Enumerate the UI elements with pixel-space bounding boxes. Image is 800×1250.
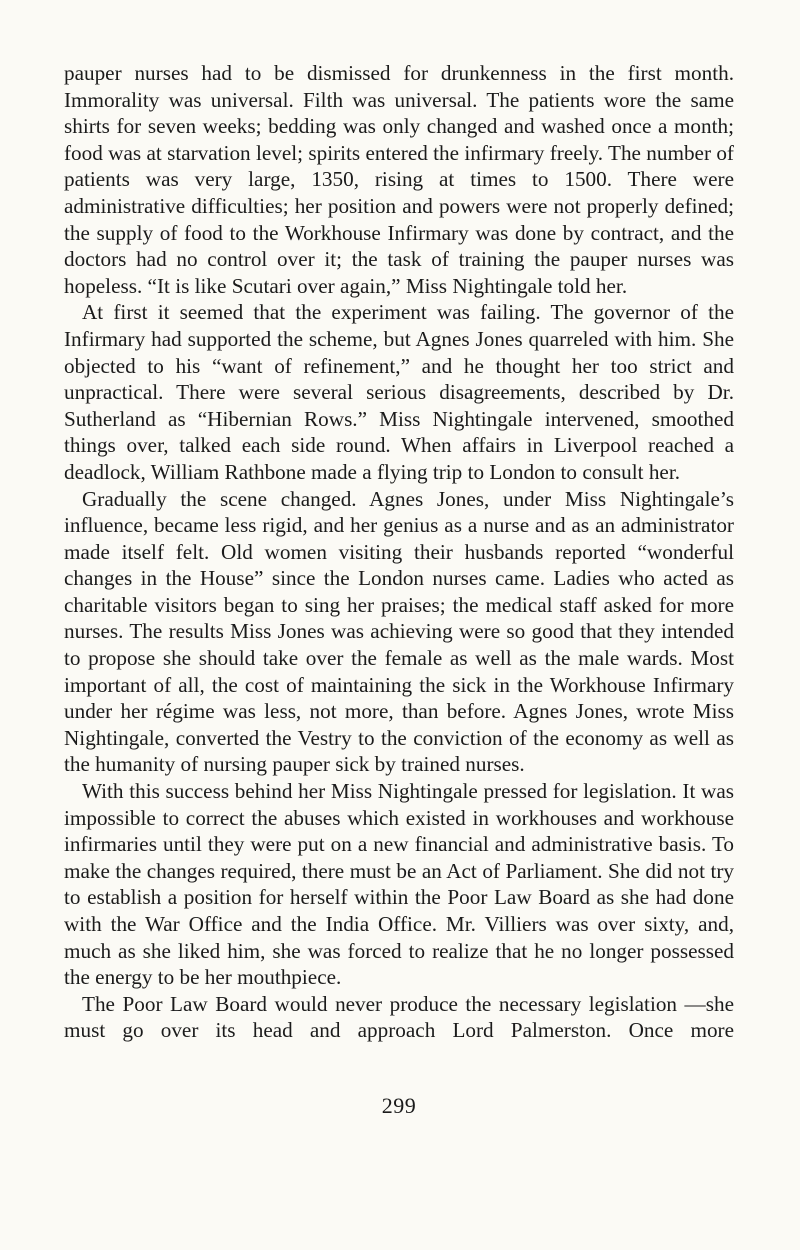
paragraph-3: Gradually the scene changed. Agnes Jones, under Miss Nightingale’s influence, became less rigid, and her genius as a nurse and as an administrator made itself felt. Old women visiting their husbands reported “wonderful changes in the House” since the London nurses came. Ladies who acted as charitable visitors began to sing her praises; the medical staff asked for more nurses. The results Miss Jones was achieving were so good that they intended to propose she should take over the female as well as the male wards. Most important of all, the cost of maintaining the sick in the Workhouse Infirmary under her régime was less, not more, than before. Agnes Jones, wrote Miss Nightingale, converted the Vestry to the conviction of the economy as well as the humanity of nursing pauper sick by trained nurses. — [64, 486, 734, 777]
paragraph-1: pauper nurses had to be dismissed for drunkenness in the first month. Immorality was universal. Filth was universal. The patients wore the same shirts for seven weeks; bedding was only changed and washed once a month; food was at starvation level; spirits entered the infirmary freely. The number of patients was very large, 1350, rising at times to 1500. There were administrative difficulties; her position and powers were not properly defined; the supply of food to the Workhouse Infirmary was done by contract, and the doctors had no control over it; the task of training the pauper nurses was hopeless. “It is like Scutari over again,” Miss Nightingale told her. — [64, 61, 734, 298]
paragraph-4: With this success behind her Miss Nightingale pressed for legislation. It was impossible to correct the abuses which existed in workhouses and workhouse infirmaries until they were put on a new financial and administrative basis. To make the changes required, there must be an Act of Parliament. She did not try to establish a position for herself within the Poor Law Board as she had done with the War Office and the India Office. Mr. Villiers was over sixty, and, much as she liked him, she was forced to realize that he no longer possessed the energy to be her mouthpiece. — [64, 779, 734, 990]
page-number: 299 — [381, 1093, 417, 1118]
body-text — [64, 60, 734, 1044]
paragraph-2: At first it seemed that the experiment was failing. The governor of the Infirmary had supported the scheme, but Agnes Jones quarreled with him. She objected to his “want of refinement,” and he thought her too strict and unpractical. There were several serious disagreements, described by Dr. Sutherland as “Hibernian Rows.” Miss Nightingale intervened, smoothed things over, talked each side round. When affairs in Liverpool reached a deadlock, William Rathbone made a flying trip to London to consult her. — [64, 300, 734, 484]
book-page — [64, 60, 734, 1220]
paragraph-5: The Poor Law Board would never produce the necessary legislation —she must go over its head and approach Lord Palmerston. Once more — [64, 991, 734, 1043]
